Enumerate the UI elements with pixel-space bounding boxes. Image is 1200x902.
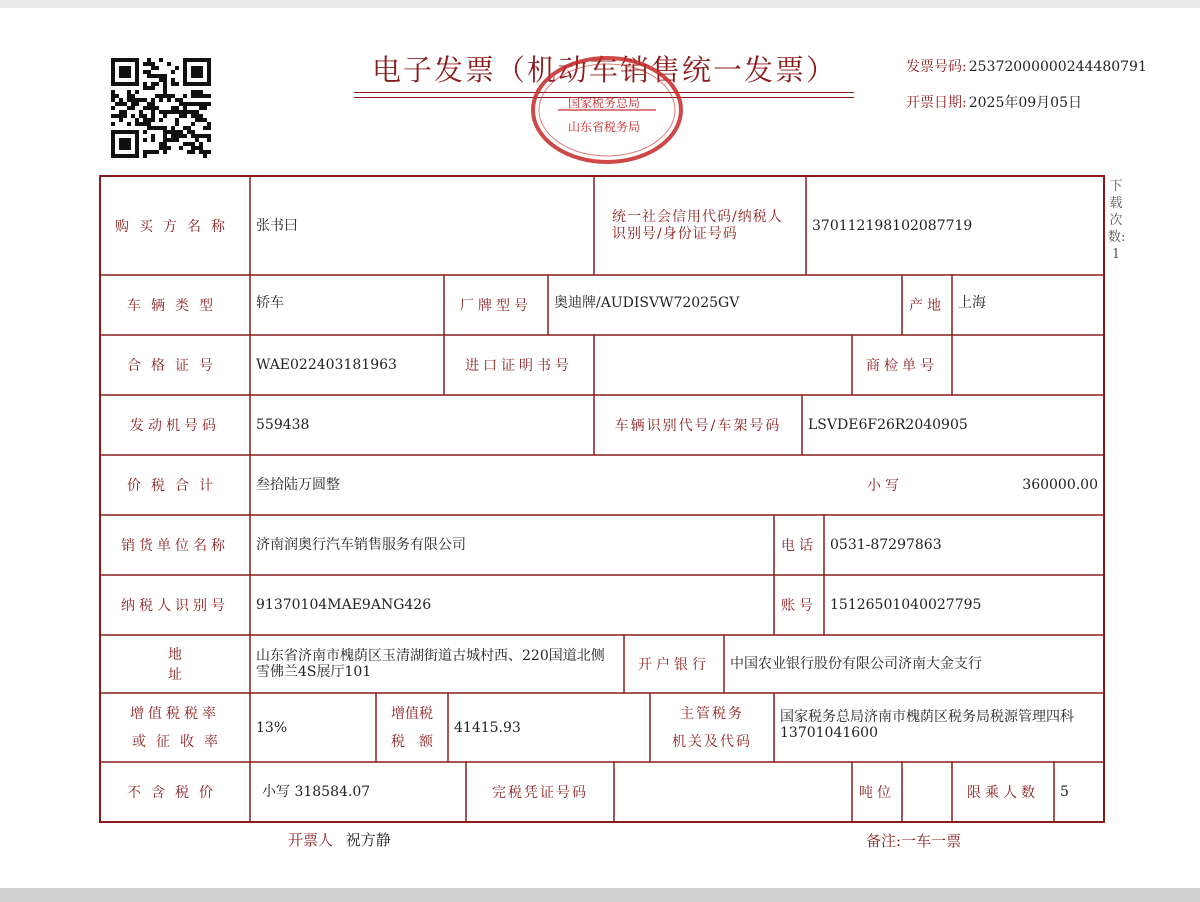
issue-date-label: 开票日期: xyxy=(906,95,967,111)
buyer-name: 张书曰 xyxy=(256,218,298,234)
total-words: 叁拾陆万圆整 xyxy=(256,477,340,493)
seller-bank: 中国农业银行股份有限公司济南大金支行 xyxy=(730,656,982,672)
bank-label: 开户银行 xyxy=(638,657,710,673)
tax-rate-label xyxy=(100,693,250,762)
tax-authority: 国家税务总局济南市槐荫区税务局税源管理四科13701041600 xyxy=(780,709,1074,741)
seller-phone: 0531-87297863 xyxy=(830,537,942,553)
voucher-label: 完税凭证号码 xyxy=(492,785,588,801)
seller-address: 山东省济南市槐荫区玉清湖街道古城村西、220国道北侧雪佛兰4S展厅101 xyxy=(256,648,605,680)
tax-rate: 13% xyxy=(256,719,288,736)
taxid-label: 纳税人识别号 xyxy=(121,598,229,614)
tax-amount-label-2: 税 额 xyxy=(391,733,433,750)
tax-amount-label xyxy=(376,693,448,762)
invoice-number xyxy=(906,56,1147,76)
total-label: 价税合计 xyxy=(127,478,223,494)
top-border-band xyxy=(0,0,1200,8)
issuer xyxy=(288,829,391,850)
qr-code xyxy=(110,58,212,158)
cert-label: 合格证号 xyxy=(127,358,223,374)
issuer-label: 开票人 xyxy=(288,831,334,849)
inspection-label: 商检单号 xyxy=(866,358,938,374)
authority-label xyxy=(650,693,774,762)
vin-label: 车辆识别代号/车架号码 xyxy=(614,418,782,434)
import-cert xyxy=(594,335,852,395)
buyer-id-label: 统一社会信用代码/纳税人识别号/身份证号码 xyxy=(612,208,783,242)
bottom-border-band xyxy=(0,888,1200,902)
engine-number: 559438 xyxy=(256,417,310,433)
authority-label-2: 机关及代码 xyxy=(672,733,752,750)
address-label: 地址 xyxy=(168,647,228,683)
origin: 上海 xyxy=(958,295,986,311)
total-number: 360000.00 xyxy=(1022,477,1098,493)
vehicle-type-label: 车辆类型 xyxy=(127,298,223,314)
seal-text-1: 国家税务总局 xyxy=(568,96,641,110)
brand-model: 奥迪牌/AUDISVW72025GV xyxy=(554,295,740,311)
seal-text-2: 山东省税务局 xyxy=(568,120,641,134)
issue-date xyxy=(906,92,1082,112)
issuer-name: 祝方静 xyxy=(345,831,391,849)
authority-label-1: 主管税务 xyxy=(680,705,744,722)
remark xyxy=(866,830,961,851)
seller-name: 济南润奥行汽车销售服务有限公司 xyxy=(256,537,466,553)
seller-account: 15126501040027795 xyxy=(830,597,982,613)
import-cert-label: 进口证明书号 xyxy=(465,358,573,374)
invoice-number-label: 发票号码: xyxy=(906,59,967,75)
tax-amount: 41415.93 xyxy=(454,719,521,736)
net-price: 小写 318584.07 xyxy=(262,784,371,800)
total-small-label: 小写 xyxy=(867,478,903,494)
tax-amount-label-1: 增值税 xyxy=(391,705,433,722)
tonnage xyxy=(902,762,952,822)
invoice-number-value: 25372000000244480791 xyxy=(968,59,1147,75)
buyer-name-label: 购买方名称 xyxy=(115,218,235,235)
cert-number: WAE022403181963 xyxy=(256,357,397,373)
seats-label: 限乘人数 xyxy=(967,785,1039,801)
account-label: 账号 xyxy=(781,598,817,614)
remark-value: 一车一票 xyxy=(901,832,962,850)
buyer-id: 370112198102087719 xyxy=(812,217,973,234)
download-count: 下载次数: 1 xyxy=(1108,179,1126,262)
seller-name-label: 销货单位名称 xyxy=(121,538,229,554)
origin-label: 产地 xyxy=(909,298,945,314)
inspection-number xyxy=(952,335,1104,395)
seller-taxid: 91370104MAE9ANG426 xyxy=(256,597,432,613)
brand-label: 厂牌型号 xyxy=(460,298,532,314)
tax-rate-label-1: 增值税税率 xyxy=(130,705,220,722)
remark-label: 备注: xyxy=(866,832,902,850)
vehicle-type: 轿车 xyxy=(256,295,284,311)
tonnage-label: 吨位 xyxy=(859,785,895,801)
net-price-label: 不含税价 xyxy=(127,785,223,801)
invoice-title: 电子发票（机动车销售统一发票） xyxy=(372,53,838,87)
voucher-number xyxy=(614,762,852,822)
seats: 5 xyxy=(1060,784,1069,800)
phone-label: 电话 xyxy=(781,538,817,554)
engine-label: 发动机号码 xyxy=(130,418,220,434)
tax-rate-label-2: 或征收率 xyxy=(132,733,228,750)
vin: LSVDE6F26R2040905 xyxy=(808,417,968,433)
issue-date-value: 2025年09月05日 xyxy=(968,95,1082,111)
